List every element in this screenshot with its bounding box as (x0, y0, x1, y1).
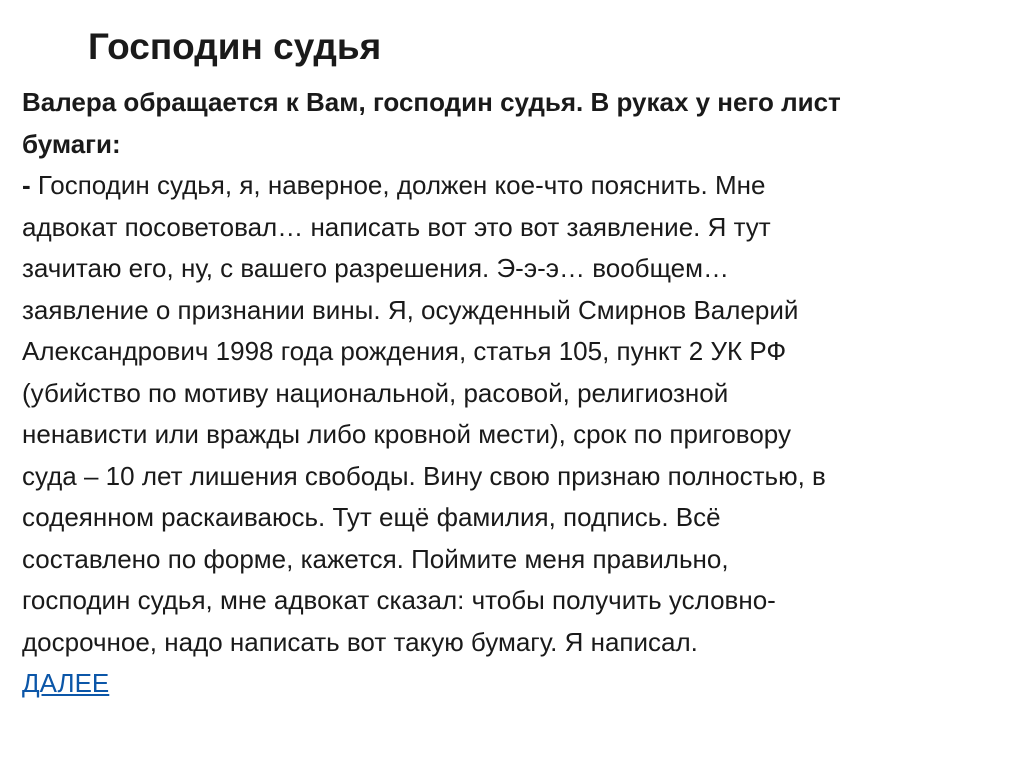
speech-line: (убийство по мотиву национальной, расовой, религиозной (22, 377, 729, 408)
speech-line: адвокат посоветовал… написать вот это вот заявление. Я тут (22, 211, 771, 242)
intro-line: Валера обращается к Вам, господин судья. В руках у него лист (22, 87, 841, 117)
speech-line: заявление о признании вины. Я, осужденный Смирнов Валерий (22, 294, 799, 325)
intro-line: бумаги: (22, 128, 121, 159)
speech-line: Александрович 1998 года рождения, статья 105, пункт 2 УК РФ (22, 336, 787, 366)
dash-marker: - (22, 170, 31, 200)
slide-body (22, 82, 982, 705)
speech-line: зачитаю его, ну, с вашего разрешения. Э-э-э… вообщем… (22, 253, 730, 283)
speech-line: господин судья, мне адвокат сказал: чтобы получить условно- (22, 585, 776, 615)
speech-line: суда – 10 лет лишения свободы. Вину свою признаю полностью, в (22, 460, 826, 491)
speech-line (22, 165, 982, 207)
speech-line: ненависти или вражды либо кровной мести), срок по приговору (22, 419, 791, 449)
slide-title: Господин судья (88, 26, 382, 67)
speech-line: содеянном раскаиваюсь. Тут ещё фамилия, подпись. Всё (22, 502, 721, 532)
speech-text: Господин судья, я, наверное, должен кое-что пояснить. Мне (30, 170, 766, 200)
speech-line: досрочное, надо написать вот такую бумагу. Я написал. (22, 626, 698, 657)
speech-line: составлено по форме, кажется. Поймите меня правильно, (22, 543, 729, 574)
next-link[interactable]: ДАЛЕЕ (22, 668, 110, 698)
